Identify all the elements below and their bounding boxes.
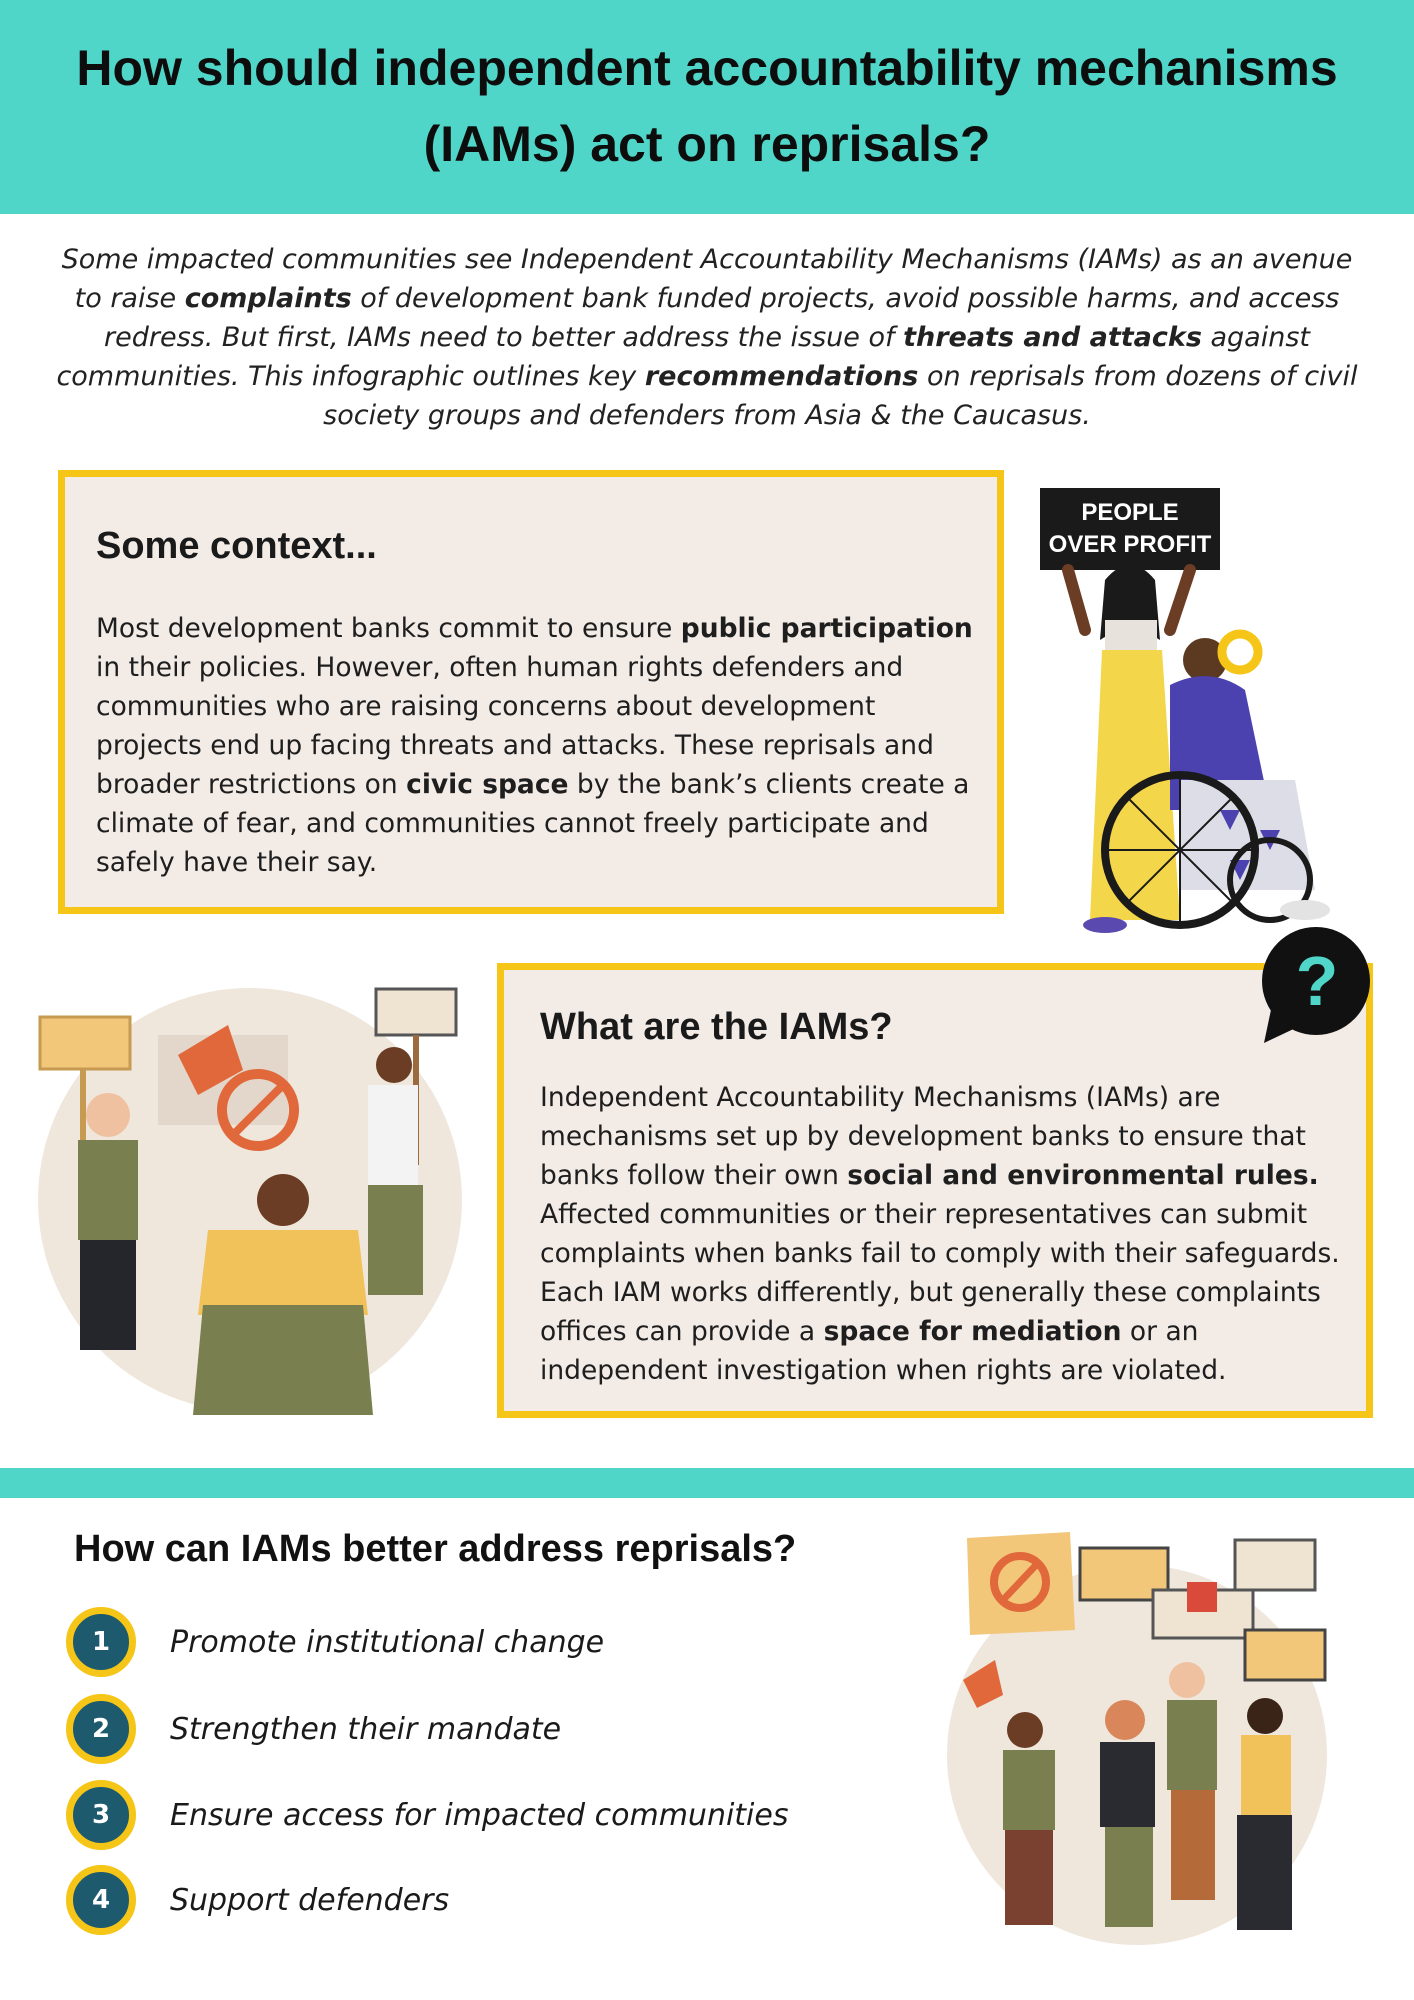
iams-body: [540, 1078, 1366, 1390]
iams-text-2: Affected communities or their representatives can submit complaints when banks fail to comply with their safeguards. Each IAM works differently, but generally these complaints offices can provide a: [540, 1199, 1340, 1347]
rally-illustration: [28, 985, 468, 1415]
intro-text-4: on reprisals from dozens of civil society groups and defenders from Asia & the Caucasus.: [323, 361, 1358, 431]
intro-bold-complaints: complaints: [184, 283, 352, 314]
number-badge: 1: [66, 1607, 136, 1677]
page-title: How should independent accountability mechanisms (IAMs) act on reprisals?: [76, 40, 1338, 172]
iams-heading: What are the IAMs?: [540, 1006, 893, 1048]
recommendation-item-2: [66, 1692, 561, 1766]
crowd-illustration: [925, 1530, 1345, 1950]
context-text-3: by the bank’s clients create a climate of fear, and communities cannot freely participate and safely have their say.: [96, 769, 970, 878]
number-badge: 2: [66, 1694, 136, 1764]
context-card: [58, 470, 1004, 914]
protest-sign-line2: OVER PROFIT: [1048, 531, 1212, 558]
recommendation-item-3: [66, 1778, 788, 1852]
iams-bold-rules: social and environmental rules.: [847, 1160, 1319, 1191]
recommendation-label: Support defenders: [170, 1882, 450, 1918]
iams-card: [497, 963, 1373, 1418]
protest-sign-line1: PEOPLE: [1081, 499, 1179, 526]
context-text-1: Most development banks commit to ensure: [96, 613, 681, 644]
context-bold-civic-space: civic space: [406, 769, 569, 800]
question-mark: ?: [1295, 942, 1339, 1020]
intro-text-2: of development bank funded projects, avoid possible harms, and access redress. But first, IAMs need to better address the issue of: [104, 283, 1340, 353]
recommendations-heading: How can IAMs better address reprisals?: [74, 1528, 797, 1570]
header-banner: [0, 0, 1414, 214]
context-text-2: in their policies. However, often human rights defenders and communities who are raising concerns about development projects end up facing threats and attacks. These reprisals and broader restrictions on: [96, 652, 934, 800]
recommendation-item-4: [66, 1863, 449, 1937]
iams-text-1: Independent Accountability Mechanisms (IAMs) are mechanisms set up by development banks to ensure that banks follow their own: [540, 1082, 1306, 1191]
recommendation-item-1: [66, 1605, 604, 1679]
question-bubble-icon: [1254, 925, 1374, 1045]
intro-bold-recommendations: recommendations: [644, 361, 919, 392]
context-body: [96, 609, 976, 882]
context-heading: Some context...: [96, 525, 377, 567]
protesters-illustration: [1030, 480, 1360, 940]
iams-bold-mediation: space for mediation: [823, 1316, 1122, 1347]
number-badge: 4: [66, 1865, 136, 1935]
recommendation-label: Ensure access for impacted communities: [170, 1797, 789, 1833]
intro-text-3: against communities. This infographic outlines key: [56, 322, 1310, 392]
intro-text-1: Some impacted communities see Independent Accountability Mechanisms (IAMs) as an avenue to raise: [61, 244, 1353, 314]
section-divider: [0, 1468, 1414, 1498]
recommendation-label: Strengthen their mandate: [170, 1711, 562, 1747]
intro-text: [50, 240, 1364, 435]
recommendation-label: Promote institutional change: [170, 1624, 605, 1660]
intro-bold-threats: threats and attacks: [903, 322, 1202, 353]
context-bold-participation: public participation: [680, 613, 973, 644]
iams-text-3: or an independent investigation when rights are violated.: [540, 1316, 1227, 1386]
number-badge: 3: [66, 1780, 136, 1850]
